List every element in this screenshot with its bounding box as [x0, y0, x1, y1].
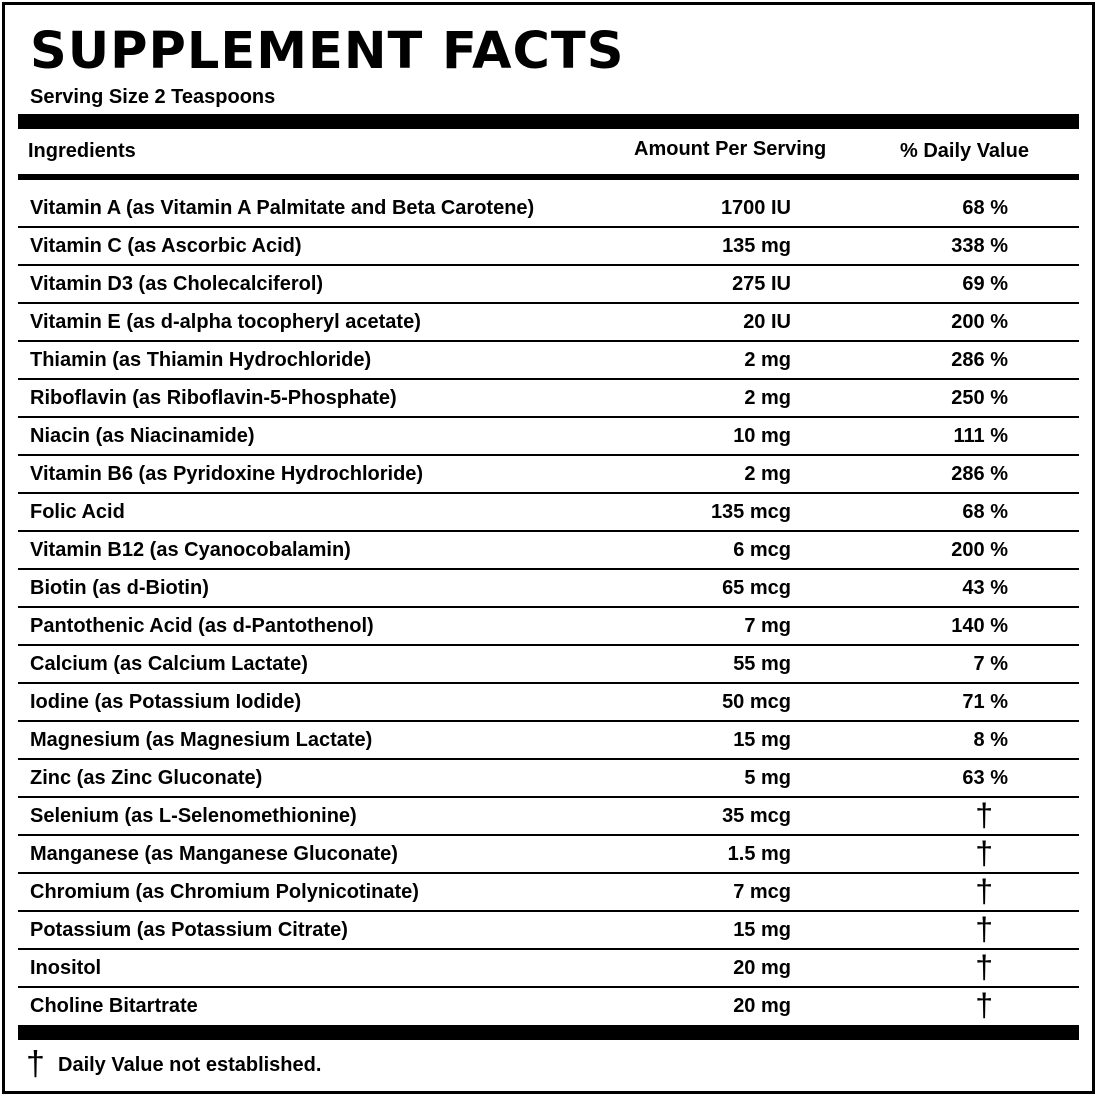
- table-row: [18, 836, 1079, 874]
- table-row: [18, 304, 1079, 342]
- ingredient-name: Zinc (as Zinc Gluconate): [30, 767, 263, 789]
- top-divider-bar: [18, 114, 1079, 129]
- ingredient-daily-value: 338 %: [951, 235, 1008, 257]
- ingredient-amount: 65 mcg: [722, 577, 791, 599]
- ingredient-daily-value: 286 %: [951, 463, 1008, 485]
- ingredient-amount: 275 IU: [732, 273, 791, 295]
- table-row: [18, 190, 1079, 228]
- dagger-icon: †: [975, 911, 993, 947]
- table-row: [18, 266, 1079, 304]
- ingredient-name: Manganese (as Manganese Gluconate): [30, 843, 398, 865]
- ingredient-name: Niacin (as Niacinamide): [30, 425, 255, 447]
- ingredient-daily-value: 71 %: [962, 691, 1008, 713]
- ingredient-amount: 20 mg: [733, 995, 791, 1017]
- header-ingredients: Ingredients: [28, 140, 136, 162]
- ingredient-daily-value: 286 %: [951, 349, 1008, 371]
- ingredient-name: Vitamin A (as Vitamin A Palmitate and Beta Carotene): [30, 197, 535, 219]
- ingredient-amount: 50 mcg: [722, 691, 791, 713]
- dagger-icon: †: [975, 797, 993, 833]
- ingredient-amount: 7 mcg: [733, 881, 791, 903]
- table-row: [18, 608, 1079, 646]
- table-row: [18, 228, 1079, 266]
- ingredient-name: Choline Bitartrate: [30, 995, 198, 1017]
- table-row: [18, 380, 1079, 418]
- ingredient-name: Chromium (as Chromium Polynicotinate): [30, 881, 419, 903]
- ingredient-name: Biotin (as d-Biotin): [30, 577, 209, 599]
- ingredient-amount: 6 mcg: [733, 539, 791, 561]
- ingredient-amount: 55 mg: [733, 653, 791, 675]
- ingredient-amount: 20 mg: [733, 957, 791, 979]
- bottom-divider-bar: [18, 1025, 1079, 1040]
- ingredient-amount: 7 mg: [744, 615, 791, 637]
- header-amount-per-serving: Amount Per Serving: [634, 138, 827, 160]
- ingredient-amount: 35 mcg: [722, 805, 791, 827]
- table-row: [18, 418, 1079, 456]
- table-row: [18, 646, 1079, 684]
- ingredient-name: Vitamin E (as d-alpha tocopheryl acetate): [30, 311, 421, 333]
- table-row: [18, 760, 1079, 798]
- ingredient-amount: 135 mg: [722, 235, 791, 257]
- dagger-icon: †: [975, 835, 993, 871]
- panel-title: SUPPLEMENT FACTS: [30, 22, 625, 81]
- table-row: [18, 798, 1079, 836]
- ingredient-amount: 5 mg: [744, 767, 791, 789]
- dagger-icon: †: [975, 949, 993, 985]
- ingredient-name: Potassium (as Potassium Citrate): [30, 919, 348, 941]
- ingredient-name: Riboflavin (as Riboflavin-5-Phosphate): [30, 387, 397, 409]
- ingredient-amount: 2 mg: [744, 387, 791, 409]
- ingredient-daily-value: 8 %: [973, 729, 1008, 751]
- table-row: [18, 874, 1079, 912]
- ingredient-name: Thiamin (as Thiamin Hydrochloride): [30, 349, 372, 371]
- ingredient-name: Selenium (as L-Selenomethionine): [30, 805, 357, 827]
- header-daily-value: % Daily Value: [900, 140, 1029, 162]
- ingredient-daily-value: 200 %: [951, 539, 1008, 561]
- ingredient-daily-value: 68 %: [962, 501, 1008, 523]
- table-row: [18, 950, 1079, 988]
- ingredient-table: [18, 190, 1079, 1024]
- ingredient-daily-value: 69 %: [962, 273, 1008, 295]
- table-row: [18, 722, 1079, 760]
- ingredient-name: Calcium (as Calcium Lactate): [30, 653, 308, 675]
- table-row: [18, 532, 1079, 570]
- ingredient-amount: 135 mcg: [710, 501, 791, 523]
- ingredient-name: Folic Acid: [30, 501, 125, 523]
- table-row: [18, 684, 1079, 722]
- header-divider-bar: [18, 174, 1079, 180]
- ingredient-daily-value: 250 %: [951, 387, 1008, 409]
- ingredient-amount: 1.5 mg: [727, 843, 791, 865]
- ingredient-name: Iodine (as Potassium Iodide): [30, 691, 302, 713]
- ingredient-name: Vitamin C (as Ascorbic Acid): [30, 235, 302, 257]
- ingredient-name: Vitamin D3 (as Cholecalciferol): [30, 273, 324, 295]
- ingredient-daily-value: 200 %: [951, 311, 1008, 333]
- ingredient-name: Magnesium (as Magnesium Lactate): [30, 729, 373, 751]
- ingredient-amount: 10 mg: [733, 425, 791, 447]
- ingredient-daily-value: 111 %: [953, 425, 1008, 447]
- dagger-icon: †: [26, 1045, 45, 1083]
- ingredient-amount: 15 mg: [733, 919, 791, 941]
- ingredient-daily-value: 140 %: [951, 615, 1008, 637]
- table-row: [18, 456, 1079, 494]
- ingredient-daily-value: 68 %: [962, 197, 1008, 219]
- ingredient-amount: 2 mg: [744, 463, 791, 485]
- table-row: [18, 988, 1079, 1024]
- dagger-icon: †: [975, 873, 993, 909]
- ingredient-amount: 2 mg: [744, 349, 791, 371]
- ingredient-amount: 1700 IU: [720, 197, 791, 219]
- table-row: [18, 494, 1079, 532]
- table-row: [18, 912, 1079, 950]
- table-row: [18, 342, 1079, 380]
- ingredient-name: Inositol: [30, 957, 102, 979]
- table-row: [18, 570, 1079, 608]
- ingredient-name: Pantothenic Acid (as d-Pantothenol): [30, 615, 374, 637]
- ingredient-name: Vitamin B6 (as Pyridoxine Hydrochloride): [30, 463, 424, 485]
- ingredient-daily-value: 7 %: [973, 653, 1008, 675]
- ingredient-daily-value: 43 %: [962, 577, 1008, 599]
- ingredient-amount: 15 mg: [733, 729, 791, 751]
- ingredient-daily-value: 63 %: [962, 767, 1008, 789]
- ingredient-amount: 20 IU: [743, 311, 791, 333]
- ingredient-name: Vitamin B12 (as Cyanocobalamin): [30, 539, 351, 561]
- footnote-text: Daily Value not established.: [58, 1054, 322, 1076]
- dagger-icon: †: [975, 987, 993, 1023]
- serving-size: Serving Size 2 Teaspoons: [30, 86, 276, 108]
